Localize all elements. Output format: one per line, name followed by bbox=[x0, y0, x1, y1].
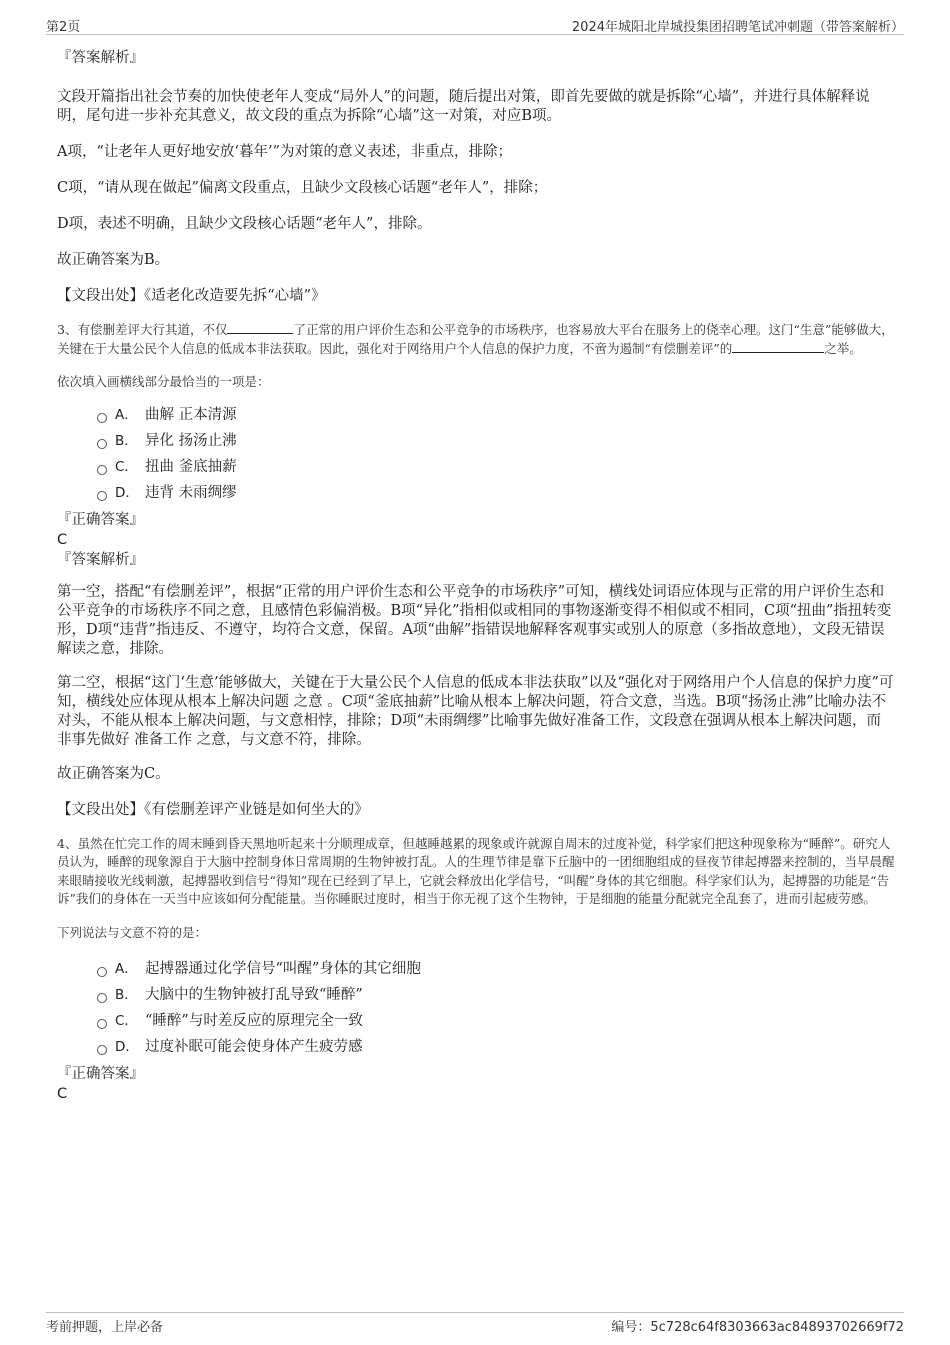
radio-icon[interactable] bbox=[97, 1019, 107, 1029]
conclusion: 故正确答案为B。 bbox=[57, 252, 170, 268]
option-b[interactable]: B． 大脑中的生物钟被打乱导致“睡醉” bbox=[97, 982, 895, 1008]
option-a[interactable]: A． 曲解 正本清源 bbox=[97, 402, 895, 428]
analysis-paragraph: D项，表述不明确，且缺少文段核心话题“老年人”，排除。 bbox=[57, 216, 432, 232]
radio-icon[interactable] bbox=[97, 993, 107, 1003]
radio-icon[interactable] bbox=[97, 967, 107, 977]
analysis-paragraph: 文段开篇指出社会节奏的加快使老年人变成“局外人”的问题，随后提出对策，即首先要做的就是拆除“心墙”，并进行具体解释说明，尾句进一步补充其意义，故文段的重点为拆除“心墙”这一对策，对应B项。 bbox=[57, 89, 870, 124]
options-list bbox=[57, 956, 895, 1060]
page-header bbox=[46, 14, 904, 35]
analysis-paragraph: A项，“让老年人更好地安放‘暮年’”为对策的意义表述，非重点，排除； bbox=[57, 144, 513, 160]
analysis-tag: 『答案解析』 bbox=[57, 551, 144, 568]
document-title: 2024年城阳北岸城投集团招聘笔试冲刺题（带答案解析） bbox=[571, 20, 904, 35]
source-citation: 【文段出处】《适老化改造要先拆“心墙”》 bbox=[57, 288, 326, 304]
option-d[interactable]: D． 过度补眠可能会使身体产生疲劳感 bbox=[97, 1034, 895, 1060]
analysis-paragraph: 第一空，搭配“有偿删差评”，根据“正常的用户评价生态和公平竞争的市场秩序”可知，横线处词语应体现与正常的用户评价生态和公平竞争的市场秩序不同之意，且感情色彩偏消极。B项“异化”指相似或相同的事物逐渐变得不相似或不相同，C项“扭曲”指扭转变形，D项“违背”指违反、不遵守，均符合文意，保留。A项“曲解”指错误地解释客观事实或别人的原意（多指故意地），文段无错误解读之意，排除。 bbox=[57, 583, 892, 657]
conclusion: 故正确答案为C。 bbox=[57, 765, 170, 782]
fill-blank bbox=[227, 321, 293, 334]
option-c[interactable]: C． 扭曲 釜底抽薪 bbox=[97, 454, 895, 480]
radio-icon[interactable] bbox=[97, 465, 107, 475]
radio-icon[interactable] bbox=[97, 1045, 107, 1055]
radio-icon[interactable] bbox=[97, 413, 107, 423]
correct-answer: C bbox=[57, 531, 68, 548]
source-citation: 【文段出处】《有偿删差评产业链是如何坐大的》 bbox=[57, 801, 369, 818]
question-stem: 4、虽然在忙完工作的周末睡到昏天黑地听起来十分顺理成章，但越睡越累的现象或许就源自周末的过度补觉，科学家们把这种现象称为“睡醉”。研究人员认为，睡醉的现象源自于大脑中控制身体日常周期的生物钟被打乱。人的生理节律是靠下丘脑中的一团细胞组成的昼夜节律起搏器来控制的，当早晨醒来眼睛接收光线刺激，起搏器收到信号“得知”现在已经到了早上，它就会释放出化学信号，“叫醒”身体的其它细胞。科学家们认为，起搏器的功能是“告诉”我们的身体在一天当中应该如何分配能量。当你睡眠过度时，相当于你无视了这个生物钟，于是细胞的能量分配就完全乱套了，进而引起疲劳感。 bbox=[57, 835, 895, 906]
radio-icon[interactable] bbox=[97, 491, 107, 501]
page-footer bbox=[46, 1312, 904, 1335]
page-content bbox=[57, 38, 895, 1104]
options-list bbox=[57, 402, 895, 506]
analysis-tag: 『答案解析』 bbox=[57, 50, 144, 66]
analysis-paragraph: C项，“请从现在做起”偏离文段重点，且缺少文段核心话题“老年人”，排除； bbox=[57, 180, 548, 196]
fill-blank bbox=[732, 340, 824, 353]
answer-tag: 『正确答案』 bbox=[57, 1066, 144, 1082]
question-prompt: 下列说法与文意不符的是： bbox=[57, 924, 208, 940]
footer-slogan: 考前押题，上岸必备 bbox=[46, 1320, 164, 1335]
document-code: 编号：5c728c64f8303663ac84893702669f72 bbox=[611, 1320, 904, 1335]
option-d[interactable]: D． 违背 未雨绸缪 bbox=[97, 480, 895, 506]
option-a[interactable]: A． 起搏器通过化学信号“叫醒”身体的其它细胞 bbox=[97, 956, 895, 982]
option-b[interactable]: B． 异化 扬汤止沸 bbox=[97, 428, 895, 454]
option-c[interactable]: C． “睡醉”与时差反应的原理完全一致 bbox=[97, 1008, 895, 1034]
answer-tag: 『正确答案』 bbox=[57, 511, 144, 528]
analysis-paragraph: 第二空，根据“这门‘生意’能够做大，关键在于大量公民个人信息的低成本非法获取”以及“强化对于网络用户个人信息的保护力度”可知，横线处应体现从根本上解决问题 之意 。C项“釜底抽薪”比喻从根本上解决问题，符合文意，当选。B项“扬汤止沸”比喻办法不对头，不能从根本上解决问题，与文意相悖，排除；D项“未雨绸缪”比喻事先做好准备工作，文段意在强调从根本上解决问题，而非事先做好 准备工作 之意，与文意不符，排除。 bbox=[57, 674, 894, 748]
page-number: 第2页 bbox=[46, 20, 81, 35]
question-stem: 3、有偿删差评大行其道，不仅 了正常的用户评价生态和公平竞争的市场秩序，也容易放大平台在服务上的侥幸心理。这门“生意”能够做大，关键在于大量公民个人信息的低成本非法获取。因此，强化对于网络用户个人信息的保护力度，不啻为遏制“有偿删差评”的 之举。 bbox=[57, 322, 894, 356]
radio-icon[interactable] bbox=[97, 439, 107, 449]
correct-answer: C bbox=[57, 1086, 68, 1102]
question-prompt: 依次填入画横线部分最恰当的一项是： bbox=[57, 374, 270, 389]
